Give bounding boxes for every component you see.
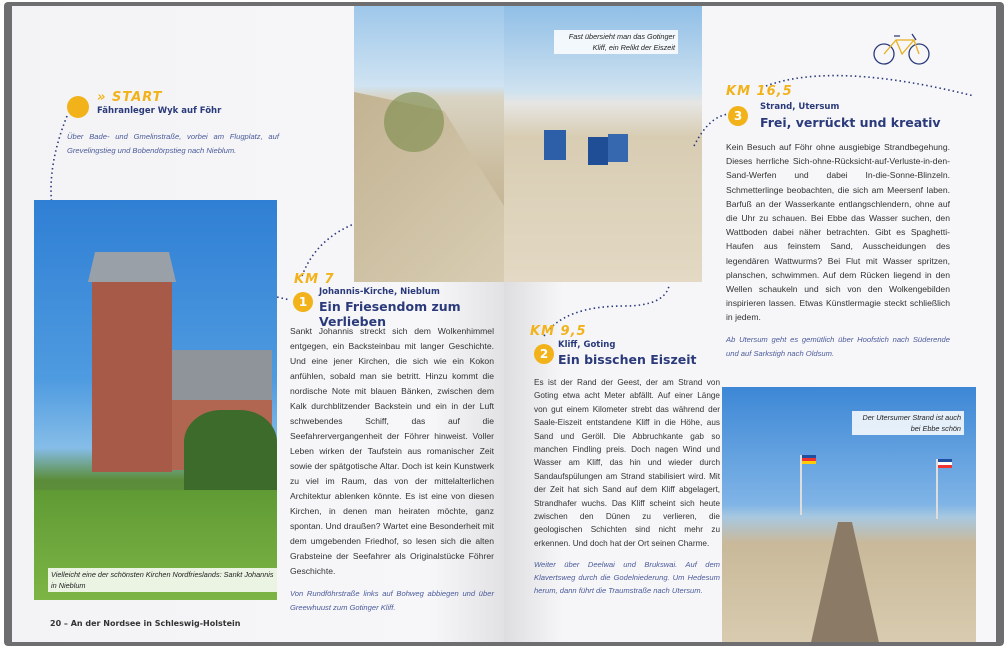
start-route-note: Über Bade- und Gmelinstraße, vorbei am Flugplatz, auf Grevelingstieg und Bobendörpstieg nach Nieblum. (67, 132, 279, 155)
start-place: Fähranleger Wyk auf Föhr (97, 106, 222, 116)
stop3-route-note: Ab Utersum geht es gemütlich über Hoofstich nach Süderende und auf Sarkstigh nach Oldsum. (726, 334, 950, 358)
beach-caption: Fast übersieht man das Gotinger Kliff, ein Relikt der Eiszeit (554, 30, 678, 54)
beach-grass (384, 92, 444, 152)
stop3-text: Kein Besuch auf Föhr ohne ausgiebige Strandbegehung. Dieses herrliche Sich-ohne-Rücksicht-auf-Verluste-in-den-Sand-Werfen und dabei In-die-Sonne-Blinzeln. Schmetterlinge beobachten, die sich am Meersenf laben. Barfuß an der Wasserkante entlangschlendern, ohne auf die Uhr zu schauen. Bei Ebbe das Wasser suchen, den Wattboden dabei näher betrachten. Gibt es Spaghetti-Haufen aus feinstem Sand, Ausscheidungen des legendären Wattwurms? Bei Flut mit Wasser spritzen, planschen, schwimmen. Auf dem Rücken liegend in den Wellen schaukeln und sich von den Wolkengebilden inspirieren lassen. Etwas Künstlermagie steckt schließlich in jedem. (726, 142, 950, 323)
stop2-title: Ein bisschen Eiszeit (558, 352, 697, 367)
stop1-km: KM 7 (294, 272, 335, 287)
church-tower (92, 272, 172, 472)
pier-boardwalk (810, 522, 880, 642)
stop1-title: Ein Friesendom zum Verlieben (319, 299, 461, 329)
trees (184, 410, 277, 490)
stop3-place: Strand, Utersum (760, 102, 840, 112)
stop2-content (534, 376, 720, 597)
tower-roof (88, 252, 176, 282)
church-photo (34, 200, 277, 600)
start-label: » START (97, 90, 163, 105)
beach-photo-left-half (354, 6, 504, 282)
stop1-number: 1 (293, 292, 313, 312)
stop3-content (726, 140, 950, 361)
pier-photo (722, 387, 976, 642)
stop2-number: 2 (534, 344, 554, 364)
pier-caption: Der Utersumer Strand ist auch bei Ebbe schön (852, 411, 964, 435)
flag (802, 455, 816, 464)
stop3-km: KM 16,5 (726, 84, 793, 99)
start-marker-dot (67, 96, 89, 118)
bicycle-icon (874, 34, 929, 64)
stop2-text: Es ist der Rand der Geest, der am Strand von Goting etwa acht Meter abfällt. Auf einer Länge von gut einem Kilometer strebt das während der Saale-Eiszeit entstandene Kliff in die Höhe, aus Sand und Geröll. Die Abbruchkante gab so manchen Findling preis. Doch nagen Wind und Wasser am Kliff, das hin und wieder durch Sandaufspülungen am Strand stabilisiert wird. Mit der Zeit hat sich Sand auf dem Kliff abgelagert, Strandhafer wuchs. Das Kliff scheint sich heute zwischen den Dünen zu verlieren, die geologischen Schichten sind nicht mehr zu erkennen. Und doch hat der Ort seinen Charme. (534, 378, 720, 548)
stop1-place: Johannis-Kirche, Nieblum (319, 287, 440, 297)
flag (938, 459, 952, 468)
church-caption: Vielleicht eine der schönsten Kirchen Nordfrieslands: Sankt Johannis in Nieblum (48, 568, 277, 592)
flagpole (936, 459, 938, 519)
stop2-route-note: Weiter über Deelwai und Brukswai. Auf dem Klavertsweg durch die Godelniederung. Um Hedesum herum, dann führt die Traumstraße nach Utersum. (534, 560, 720, 596)
flagpole (800, 455, 802, 515)
book-spread (4, 2, 1004, 646)
stop3-title: Frei, verrückt und kreativ (760, 115, 941, 130)
stop1-route-note: Von Rundföhrstraße links auf Bohweg abbiegen und über Greewhuust zum Gotinger Kliff. (290, 589, 494, 612)
page-footer: 20 – An der Nordsee in Schleswig-Holstein (50, 619, 241, 628)
stop2-km: KM 9,5 (530, 324, 587, 339)
right-page (504, 6, 996, 642)
stop2-place: Kliff, Goting (558, 340, 616, 350)
stop1-text: Sankt Johannis streckt sich dem Wolkenhimmel entgegen, ein Backsteinbau mit langer Geschichte. Und eine jener Kirchen, die sich wie ein Kokon anfühlen, sobald man sie betritt. Hinzu kommt die nordische Note mit blauen Bänken, zwischen dem Kalk durchblitzender Backstein und ein in der Luft schwebendes Schiff, das auf die Seefahrervergangenheit der Föhrer hinweist. Voller Leben wirken der Taufstein aus romanischer Zeit sowie der spätgotische Altar. Doch ist kein Kunstwerk zu viel im Raum, das von der mittelalterlichen Architektur ablenken könnte. Es ist eine von diesen Kirchen, in denen man heiraten möchte, ganz spontan. Und draußen? Wartet eine Besonderheit mit dem umgebenden Friedhof, so lesen sich die alten Grabsteine der Seefahrer als Originalstücke Föhrer Geschichte. (290, 326, 494, 576)
stop3-number: 3 (728, 106, 748, 126)
left-page (12, 6, 504, 642)
stop1-content (290, 324, 494, 615)
